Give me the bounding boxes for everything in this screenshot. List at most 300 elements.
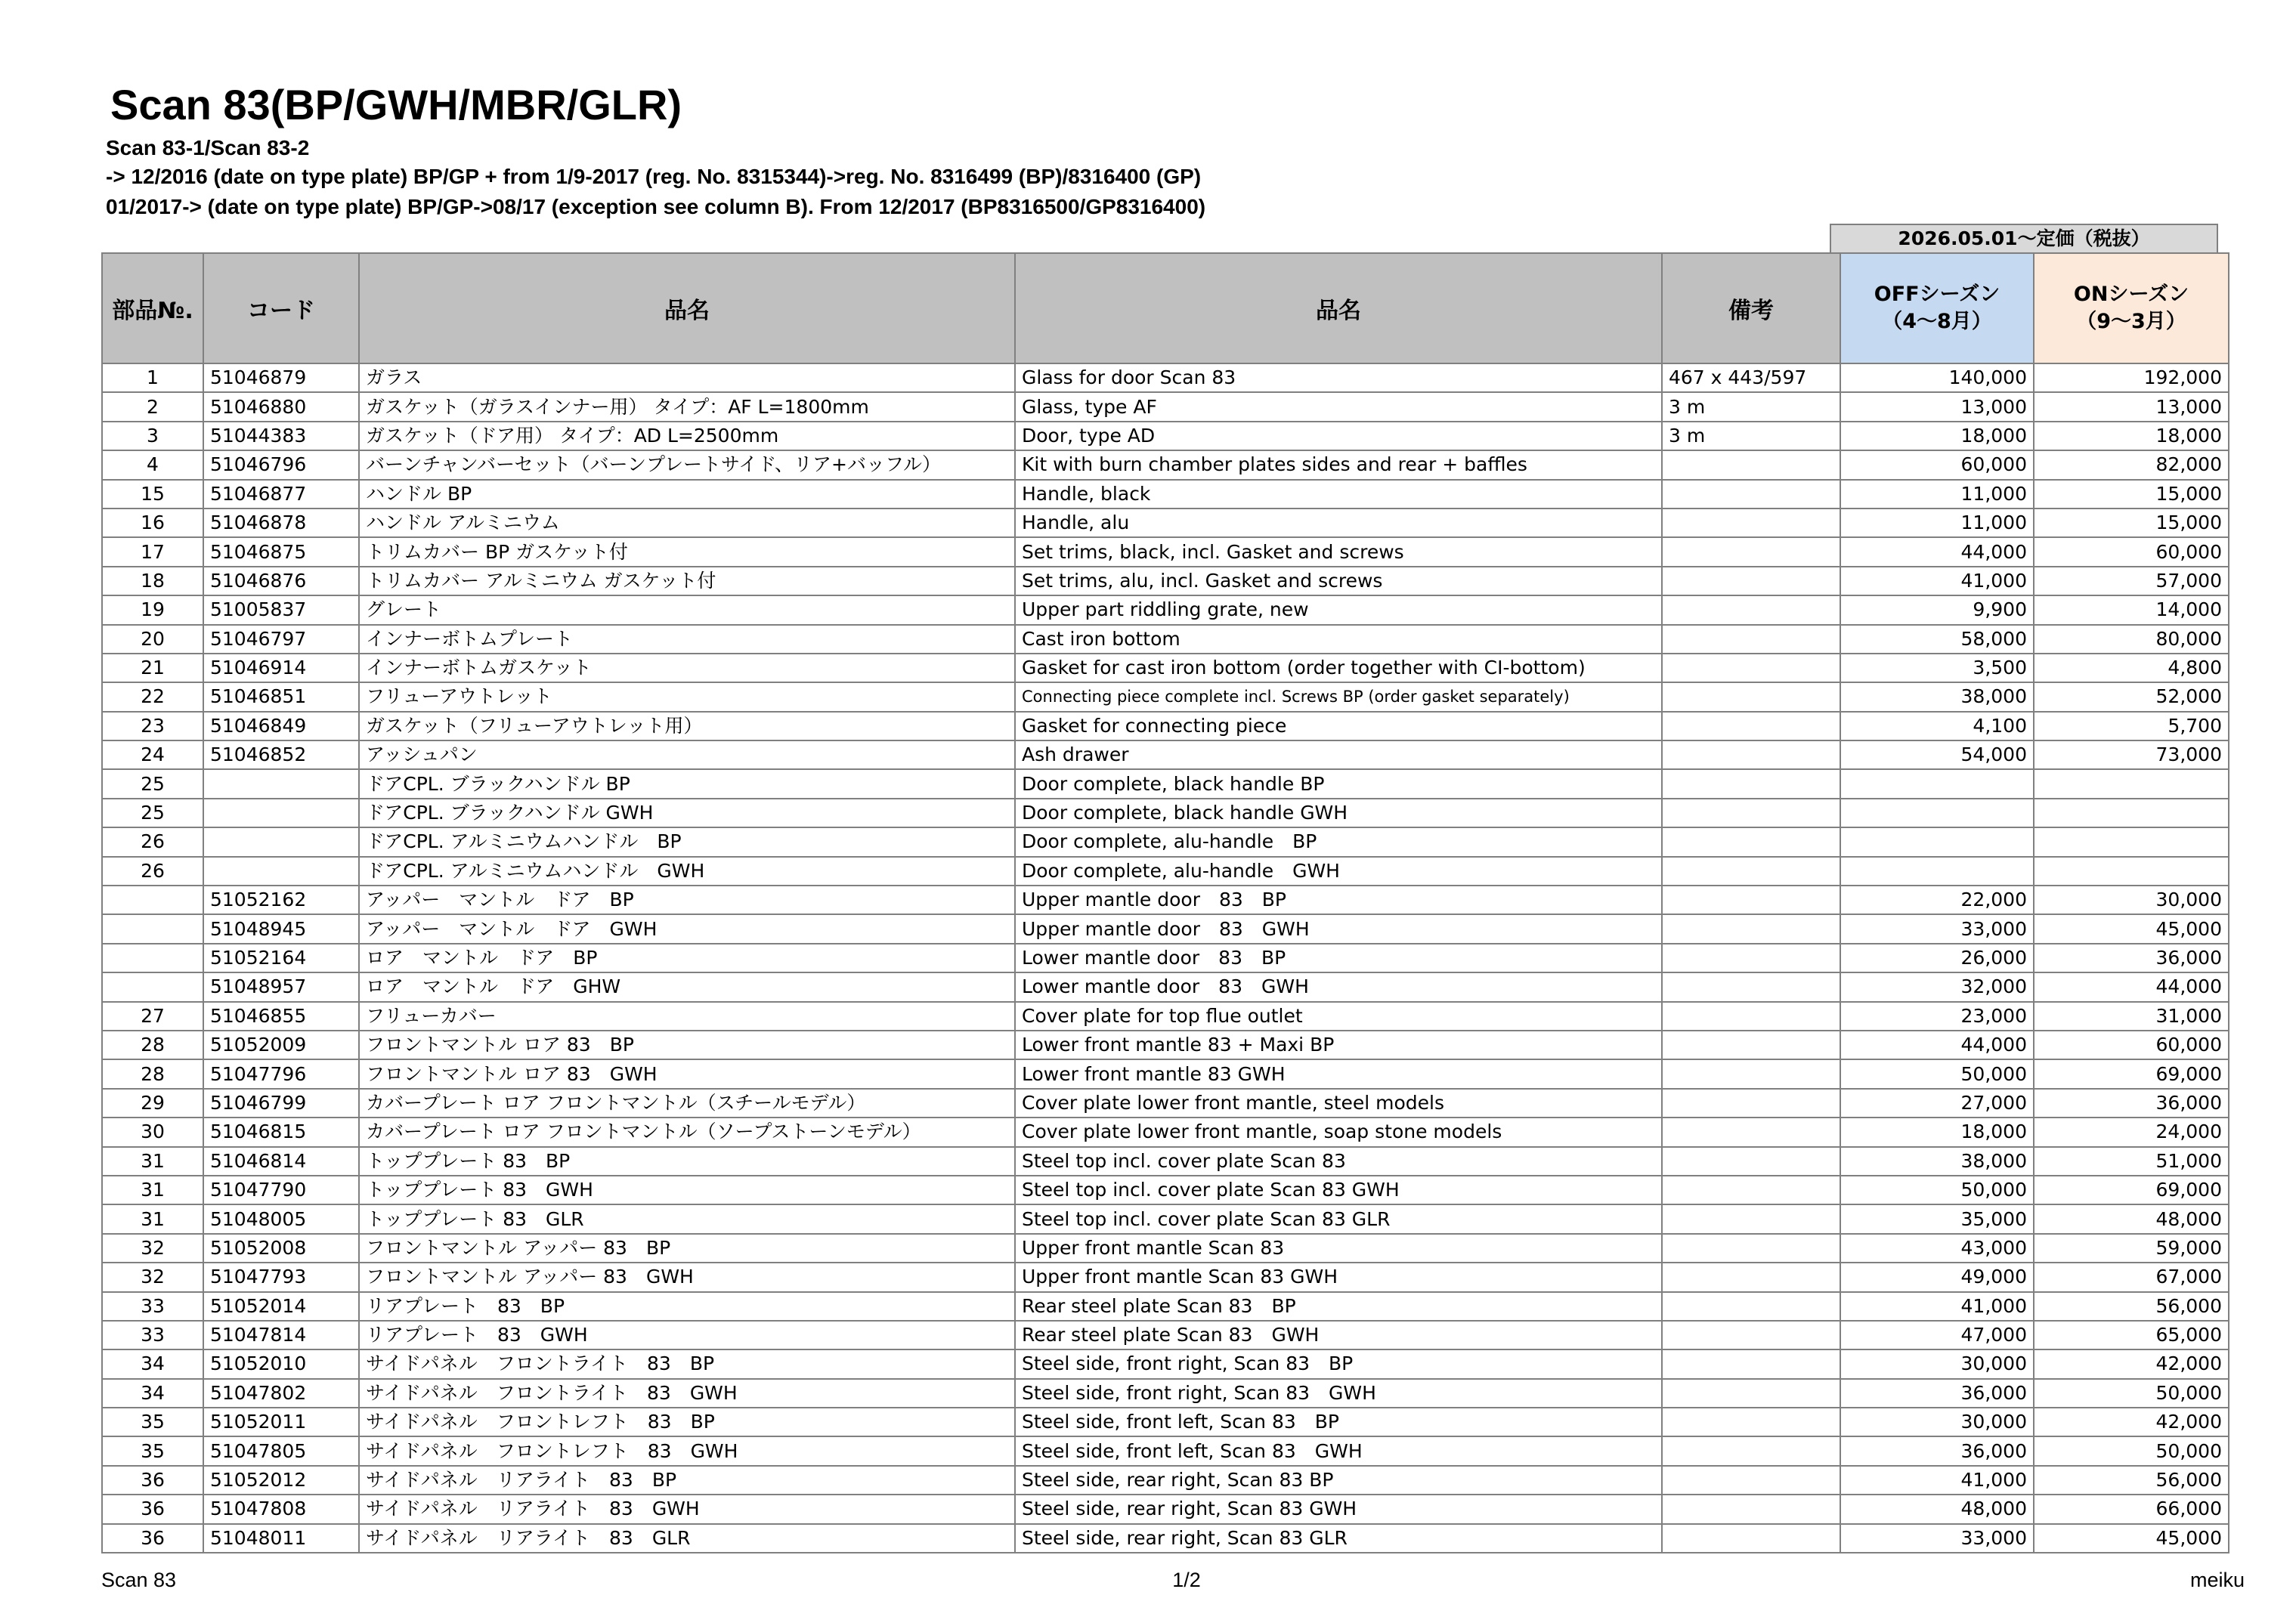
cell-off-season-price: 38,000 [1840, 1147, 2034, 1176]
cell-name-en: Lower front mantle 83 GWH [1015, 1059, 1662, 1088]
column-header-code: コード [203, 253, 359, 363]
cell-remarks [1662, 914, 1840, 943]
cell-name-en: Door complete, alu-handle BP [1015, 827, 1662, 856]
cell-part-no: 26 [102, 827, 203, 856]
table-row [102, 769, 2229, 798]
cell-part-no: 31 [102, 1204, 203, 1233]
cell-part-no: 21 [102, 654, 203, 682]
cell-on-season-price: 24,000 [2034, 1118, 2229, 1146]
cell-off-season-price: 44,000 [1840, 537, 2034, 566]
cell-name-en: Steel side, rear right, Scan 83 GWH [1015, 1495, 1662, 1523]
cell-name-en: Ash drawer [1015, 740, 1662, 769]
cell-remarks [1662, 1495, 1840, 1523]
cell-code [203, 827, 359, 856]
cell-name-en: Glass for door Scan 83 [1015, 363, 1662, 392]
cell-remarks [1662, 625, 1840, 654]
table-row [102, 1379, 2229, 1408]
cell-code: 51046877 [203, 480, 359, 509]
cell-code: 51046875 [203, 537, 359, 566]
cell-part-no: 18 [102, 567, 203, 595]
cell-remarks [1662, 1263, 1840, 1291]
cell-part-no: 31 [102, 1176, 203, 1204]
cell-remarks [1662, 1408, 1840, 1436]
cell-on-season-price: 4,800 [2034, 654, 2229, 682]
cell-on-season-price: 73,000 [2034, 740, 2229, 769]
cell-on-season-price: 36,000 [2034, 1089, 2229, 1118]
table-row [102, 537, 2229, 566]
table-row [102, 595, 2229, 624]
cell-part-no: 34 [102, 1349, 203, 1378]
cell-name-en: Handle, alu [1015, 509, 1662, 537]
cell-off-season-price: 47,000 [1840, 1321, 2034, 1349]
cell-part-no: 33 [102, 1292, 203, 1321]
cell-on-season-price: 15,000 [2034, 509, 2229, 537]
cell-code: 51046914 [203, 654, 359, 682]
cell-name-en: Steel side, rear right, Scan 83 GLR [1015, 1524, 1662, 1553]
cell-off-season-price: 33,000 [1840, 1524, 2034, 1553]
cell-name-en: Upper front mantle Scan 83 [1015, 1234, 1662, 1263]
cell-name-en: Door, type AD [1015, 422, 1662, 450]
cell-name-en: Rear steel plate Scan 83 GWH [1015, 1321, 1662, 1349]
cell-name-jp: トッププレート 83 BP [359, 1147, 1015, 1176]
cell-off-season-price [1840, 857, 2034, 886]
cell-name-en: Cover plate lower front mantle, steel models [1015, 1089, 1662, 1118]
cell-on-season-price: 69,000 [2034, 1059, 2229, 1088]
cell-remarks [1662, 1031, 1840, 1059]
cell-remarks: 467 x 443/597 [1662, 363, 1840, 392]
cell-on-season-price: 60,000 [2034, 537, 2229, 566]
cell-code: 51047802 [203, 1379, 359, 1408]
cell-code: 51046815 [203, 1118, 359, 1146]
cell-off-season-price: 30,000 [1840, 1408, 2034, 1436]
cell-name-en: Steel side, front right, Scan 83 BP [1015, 1349, 1662, 1378]
cell-name-en: Set trims, black, incl. Gasket and screws [1015, 537, 1662, 566]
cell-name-jp: サイドパネル リアライト 83 GWH [359, 1495, 1015, 1523]
cell-remarks [1662, 1466, 1840, 1495]
cell-on-season-price: 56,000 [2034, 1466, 2229, 1495]
cell-off-season-price: 44,000 [1840, 1031, 2034, 1059]
cell-off-season-price: 43,000 [1840, 1234, 2034, 1263]
cell-part-no: 31 [102, 1147, 203, 1176]
table-row [102, 625, 2229, 654]
cell-off-season-price: 11,000 [1840, 480, 2034, 509]
cell-code: 51048005 [203, 1204, 359, 1233]
cell-on-season-price: 5,700 [2034, 712, 2229, 740]
cell-off-season-price: 30,000 [1840, 1349, 2034, 1378]
cell-name-en: Steel top incl. cover plate Scan 83 GWH [1015, 1176, 1662, 1204]
table-row [102, 1466, 2229, 1495]
table-row [102, 1031, 2229, 1059]
cell-off-season-price: 3,500 [1840, 654, 2034, 682]
cell-on-season-price: 80,000 [2034, 625, 2229, 654]
cell-name-jp: リアプレート 83 GWH [359, 1321, 1015, 1349]
cell-off-season-price: 38,000 [1840, 682, 2034, 711]
cell-part-no: 20 [102, 625, 203, 654]
cell-remarks [1662, 857, 1840, 886]
cell-code: 51052164 [203, 944, 359, 972]
cell-name-jp: トリムカバー アルミニウム ガスケット付 [359, 567, 1015, 595]
cell-code [203, 799, 359, 827]
cell-name-jp: ドアCPL. ブラックハンドル GWH [359, 799, 1015, 827]
page-title: Scan 83(BP/GWH/MBR/GLR) [110, 81, 682, 128]
cell-remarks [1662, 595, 1840, 624]
cell-on-season-price [2034, 827, 2229, 856]
column-header-name-en: 品名 [1015, 253, 1662, 363]
cell-name-jp: カバープレート ロア フロントマントル（ソープストーンモデル） [359, 1118, 1015, 1146]
cell-on-season-price: 14,000 [2034, 595, 2229, 624]
cell-part-no: 24 [102, 740, 203, 769]
cell-name-jp: ガラス [359, 363, 1015, 392]
cell-part-no: 1 [102, 363, 203, 392]
cell-remarks [1662, 886, 1840, 914]
cell-off-season-price: 58,000 [1840, 625, 2034, 654]
cell-code: 51052014 [203, 1292, 359, 1321]
cell-name-jp: フロントマントル アッパー 83 GWH [359, 1263, 1015, 1291]
cell-remarks [1662, 1147, 1840, 1176]
cell-off-season-price: 36,000 [1840, 1436, 2034, 1465]
cell-remarks [1662, 1321, 1840, 1349]
cell-name-en: Glass, type AF [1015, 392, 1662, 421]
table-row [102, 972, 2229, 1001]
cell-on-season-price: 59,000 [2034, 1234, 2229, 1263]
cell-name-jp: フリューアウトレット [359, 682, 1015, 711]
cell-part-no: 32 [102, 1263, 203, 1291]
cell-on-season-price: 67,000 [2034, 1263, 2229, 1291]
cell-code: 51052009 [203, 1031, 359, 1059]
cell-name-en: Cast iron bottom [1015, 625, 1662, 654]
cell-off-season-price: 50,000 [1840, 1176, 2034, 1204]
cell-remarks [1662, 1349, 1840, 1378]
cell-name-jp: ガスケット（フリューアウトレット用） [359, 712, 1015, 740]
cell-remarks [1662, 944, 1840, 972]
cell-part-no: 28 [102, 1059, 203, 1088]
cell-name-jp: フロントマントル アッパー 83 BP [359, 1234, 1015, 1263]
cell-remarks [1662, 972, 1840, 1001]
cell-name-jp: ハンドル BP [359, 480, 1015, 509]
cell-remarks [1662, 1002, 1840, 1031]
cell-name-jp: サイドパネル リアライト 83 BP [359, 1466, 1015, 1495]
cell-on-season-price: 66,000 [2034, 1495, 2229, 1523]
cell-on-season-price: 56,000 [2034, 1292, 2229, 1321]
cell-off-season-price [1840, 827, 2034, 856]
table-row [102, 1204, 2229, 1233]
table-row [102, 1176, 2229, 1204]
cell-remarks [1662, 1089, 1840, 1118]
cell-remarks [1662, 1118, 1840, 1146]
cell-part-no: 17 [102, 537, 203, 566]
cell-on-season-price: 52,000 [2034, 682, 2229, 711]
cell-remarks [1662, 1436, 1840, 1465]
cell-off-season-price: 13,000 [1840, 392, 2034, 421]
cell-on-season-price [2034, 857, 2229, 886]
cell-remarks [1662, 567, 1840, 595]
cell-part-no: 36 [102, 1466, 203, 1495]
cell-name-jp: アッパー マントル ドア BP [359, 886, 1015, 914]
cell-code: 51046849 [203, 712, 359, 740]
on-season-label: ONシーズン [2073, 283, 2189, 306]
cell-part-no: 15 [102, 480, 203, 509]
cell-off-season-price: 36,000 [1840, 1379, 2034, 1408]
cell-code: 51046797 [203, 625, 359, 654]
cell-name-en: Upper front mantle Scan 83 GWH [1015, 1263, 1662, 1291]
table-row [102, 799, 2229, 827]
cell-name-en: Upper mantle door 83 BP [1015, 886, 1662, 914]
cell-off-season-price: 50,000 [1840, 1059, 2034, 1088]
cell-name-en: Lower mantle door 83 GWH [1015, 972, 1662, 1001]
cell-remarks [1662, 1059, 1840, 1088]
cell-name-jp: ロア マントル ドア BP [359, 944, 1015, 972]
cell-name-jp: カバープレート ロア フロントマントル（スチールモデル） [359, 1089, 1015, 1118]
cell-on-season-price: 44,000 [2034, 972, 2229, 1001]
cell-code: 51048957 [203, 972, 359, 1001]
table-row [102, 914, 2229, 943]
cell-code: 51046876 [203, 567, 359, 595]
cell-off-season-price: 41,000 [1840, 1292, 2034, 1321]
cell-on-season-price [2034, 799, 2229, 827]
table-body [102, 363, 2229, 1553]
cell-off-season-price: 18,000 [1840, 1118, 2034, 1146]
column-header-on-season [2034, 253, 2229, 363]
cell-on-season-price: 30,000 [2034, 886, 2229, 914]
cell-on-season-price: 42,000 [2034, 1349, 2229, 1378]
footer-publisher: meiku [2189, 1569, 2245, 1591]
cell-name-en: Cover plate lower front mantle, soap stone models [1015, 1118, 1662, 1146]
table-row [102, 422, 2229, 450]
cell-code: 51046852 [203, 740, 359, 769]
cell-remarks [1662, 1204, 1840, 1233]
cell-name-jp: ガスケット（ガラスインナー用） タイプ：AF L=1800mm [359, 392, 1015, 421]
model-subtitle: Scan 83-1/Scan 83-2 [106, 136, 310, 159]
cell-code: 51046796 [203, 450, 359, 479]
cell-part-no: 32 [102, 1234, 203, 1263]
serial-range-note-2: 01/2017-> (date on type plate) BP/GP->08/17 (exception see column B). From 12/2017 (BP8316500/GP8316400) [106, 195, 1206, 218]
table-row [102, 480, 2229, 509]
table-row [102, 1292, 2229, 1321]
cell-off-season-price: 54,000 [1840, 740, 2034, 769]
column-header-name-jp: 品名 [359, 253, 1015, 363]
table-row [102, 1321, 2229, 1349]
cell-on-season-price: 13,000 [2034, 392, 2229, 421]
cell-name-jp: サイドパネル フロントレフト 83 BP [359, 1408, 1015, 1436]
cell-on-season-price: 51,000 [2034, 1147, 2229, 1176]
cell-off-season-price: 18,000 [1840, 422, 2034, 450]
table-row [102, 567, 2229, 595]
cell-on-season-price: 45,000 [2034, 914, 2229, 943]
cell-name-en: Set trims, alu, incl. Gasket and screws [1015, 567, 1662, 595]
cell-code: 51047793 [203, 1263, 359, 1291]
cell-off-season-price [1840, 799, 2034, 827]
cell-code: 51047805 [203, 1436, 359, 1465]
cell-code: 51046855 [203, 1002, 359, 1031]
cell-off-season-price [1840, 769, 2034, 798]
table-row [102, 857, 2229, 886]
cell-on-season-price: 69,000 [2034, 1176, 2229, 1204]
cell-off-season-price: 26,000 [1840, 944, 2034, 972]
cell-name-jp: サイドパネル フロントライト 83 BP [359, 1349, 1015, 1378]
cell-on-season-price: 60,000 [2034, 1031, 2229, 1059]
cell-on-season-price: 48,000 [2034, 1204, 2229, 1233]
cell-on-season-price: 42,000 [2034, 1408, 2229, 1436]
cell-remarks [1662, 654, 1840, 682]
cell-remarks [1662, 740, 1840, 769]
table-row [102, 1408, 2229, 1436]
cell-code: 51052008 [203, 1234, 359, 1263]
cell-remarks [1662, 1524, 1840, 1553]
cell-name-jp: アッパー マントル ドア GWH [359, 914, 1015, 943]
cell-name-jp: リアプレート 83 BP [359, 1292, 1015, 1321]
cell-part-no: 22 [102, 682, 203, 711]
cell-name-en: Steel side, front left, Scan 83 GWH [1015, 1436, 1662, 1465]
cell-off-season-price: 11,000 [1840, 509, 2034, 537]
footer-model: Scan 83 [101, 1569, 177, 1591]
table-row [102, 1089, 2229, 1118]
cell-on-season-price: 192,000 [2034, 363, 2229, 392]
table-row [102, 1234, 2229, 1263]
table-row [102, 1059, 2229, 1088]
cell-part-no: 3 [102, 422, 203, 450]
cell-part-no [102, 914, 203, 943]
cell-remarks [1662, 769, 1840, 798]
cell-part-no: 36 [102, 1495, 203, 1523]
cell-part-no: 2 [102, 392, 203, 421]
table-row [102, 1524, 2229, 1553]
cell-name-en: Upper part riddling grate, new [1015, 595, 1662, 624]
cell-remarks [1662, 480, 1840, 509]
cell-remarks [1662, 537, 1840, 566]
cell-off-season-price: 35,000 [1840, 1204, 2034, 1233]
cell-remarks: 3 m [1662, 422, 1840, 450]
table-row [102, 1495, 2229, 1523]
cell-remarks [1662, 1292, 1840, 1321]
cell-code: 51044383 [203, 422, 359, 450]
cell-name-en: Upper mantle door 83 GWH [1015, 914, 1662, 943]
cell-remarks [1662, 682, 1840, 711]
cell-part-no: 23 [102, 712, 203, 740]
cell-name-jp: ドアCPL. ブラックハンドル BP [359, 769, 1015, 798]
cell-off-season-price: 27,000 [1840, 1089, 2034, 1118]
cell-on-season-price: 65,000 [2034, 1321, 2229, 1349]
cell-part-no: 35 [102, 1436, 203, 1465]
cell-remarks [1662, 712, 1840, 740]
cell-code: 51046879 [203, 363, 359, 392]
cell-part-no [102, 886, 203, 914]
cell-part-no [102, 944, 203, 972]
cell-name-en: Door complete, black handle BP [1015, 769, 1662, 798]
cell-code: 51052011 [203, 1408, 359, 1436]
cell-name-jp: ドアCPL. アルミニウムハンドル GWH [359, 857, 1015, 886]
cell-code: 51048011 [203, 1524, 359, 1553]
cell-part-no: 19 [102, 595, 203, 624]
cell-part-no: 16 [102, 509, 203, 537]
cell-remarks [1662, 450, 1840, 479]
cell-on-season-price: 50,000 [2034, 1436, 2229, 1465]
table-row [102, 1147, 2229, 1176]
cell-remarks [1662, 1176, 1840, 1204]
cell-remarks [1662, 799, 1840, 827]
cell-off-season-price: 4,100 [1840, 712, 2034, 740]
cell-name-en: Steel side, front left, Scan 83 BP [1015, 1408, 1662, 1436]
cell-name-en: Lower mantle door 83 BP [1015, 944, 1662, 972]
cell-part-no [102, 972, 203, 1001]
cell-code: 51047790 [203, 1176, 359, 1204]
table-row [102, 1263, 2229, 1291]
cell-part-no: 4 [102, 450, 203, 479]
table-row [102, 886, 2229, 914]
cell-remarks [1662, 1379, 1840, 1408]
off-season-months: （4～8月） [1882, 310, 1992, 333]
table-row [102, 392, 2229, 421]
cell-off-season-price: 9,900 [1840, 595, 2034, 624]
cell-off-season-price: 33,000 [1840, 914, 2034, 943]
table-row [102, 450, 2229, 479]
cell-name-en: Door complete, alu-handle GWH [1015, 857, 1662, 886]
table-row [102, 712, 2229, 740]
table-row [102, 944, 2229, 972]
cell-off-season-price: 23,000 [1840, 1002, 2034, 1031]
cell-part-no: 27 [102, 1002, 203, 1031]
cell-part-no: 35 [102, 1408, 203, 1436]
cell-name-jp: フロントマントル ロア 83 BP [359, 1031, 1015, 1059]
cell-off-season-price: 60,000 [1840, 450, 2034, 479]
cell-part-no: 30 [102, 1118, 203, 1146]
cell-off-season-price: 32,000 [1840, 972, 2034, 1001]
cell-name-jp: サイドパネル リアライト 83 GLR [359, 1524, 1015, 1553]
table-row [102, 1002, 2229, 1031]
table-row [102, 1349, 2229, 1378]
table-row [102, 682, 2229, 711]
cell-name-en: Rear steel plate Scan 83 BP [1015, 1292, 1662, 1321]
cell-code: 51047808 [203, 1495, 359, 1523]
cell-part-no: 33 [102, 1321, 203, 1349]
cell-part-no: 26 [102, 857, 203, 886]
cell-part-no: 28 [102, 1031, 203, 1059]
off-season-label: OFFシーズン [1874, 283, 2000, 306]
cell-part-no: 25 [102, 799, 203, 827]
cell-name-jp: バーンチャンバーセット（バーンプレートサイド、リア+バッフル） [359, 450, 1015, 479]
cell-remarks: 3 m [1662, 392, 1840, 421]
table-row [102, 1118, 2229, 1146]
cell-code: 51047814 [203, 1321, 359, 1349]
cell-name-en: Steel top incl. cover plate Scan 83 [1015, 1147, 1662, 1176]
table-row [102, 1436, 2229, 1465]
cell-name-en: Connecting piece complete incl. Screws BP (order gasket separately) [1015, 682, 1662, 711]
cell-name-jp: フロントマントル ロア 83 GWH [359, 1059, 1015, 1088]
cell-name-en: Kit with burn chamber plates sides and rear + baffles [1015, 450, 1662, 479]
cell-remarks [1662, 509, 1840, 537]
cell-name-en: Handle, black [1015, 480, 1662, 509]
cell-off-season-price: 140,000 [1840, 363, 2034, 392]
column-header-off-season [1840, 253, 2034, 363]
cell-part-no: 36 [102, 1524, 203, 1553]
cell-name-en: Door complete, black handle GWH [1015, 799, 1662, 827]
cell-code: 51046799 [203, 1089, 359, 1118]
cell-name-jp: インナーボトムプレート [359, 625, 1015, 654]
cell-code: 51046851 [203, 682, 359, 711]
cell-name-jp: フリューカバー [359, 1002, 1015, 1031]
serial-range-note-1: -> 12/2016 (date on type plate) BP/GP + from 1/9-2017 (reg. No. 8315344)->reg. No. 8316499 (BP)/8316400 (GP) [106, 165, 1202, 188]
cell-code [203, 857, 359, 886]
cell-on-season-price: 36,000 [2034, 944, 2229, 972]
cell-part-no: 25 [102, 769, 203, 798]
column-header-part-no: 部品№. [102, 253, 203, 363]
cell-on-season-price: 31,000 [2034, 1002, 2229, 1031]
cell-name-jp: トッププレート 83 GWH [359, 1176, 1015, 1204]
cell-off-season-price: 41,000 [1840, 1466, 2034, 1495]
cell-name-jp: インナーボトムガスケット [359, 654, 1015, 682]
cell-off-season-price: 22,000 [1840, 886, 2034, 914]
on-season-months: （9～3月） [2076, 310, 2186, 333]
cell-remarks [1662, 1234, 1840, 1263]
